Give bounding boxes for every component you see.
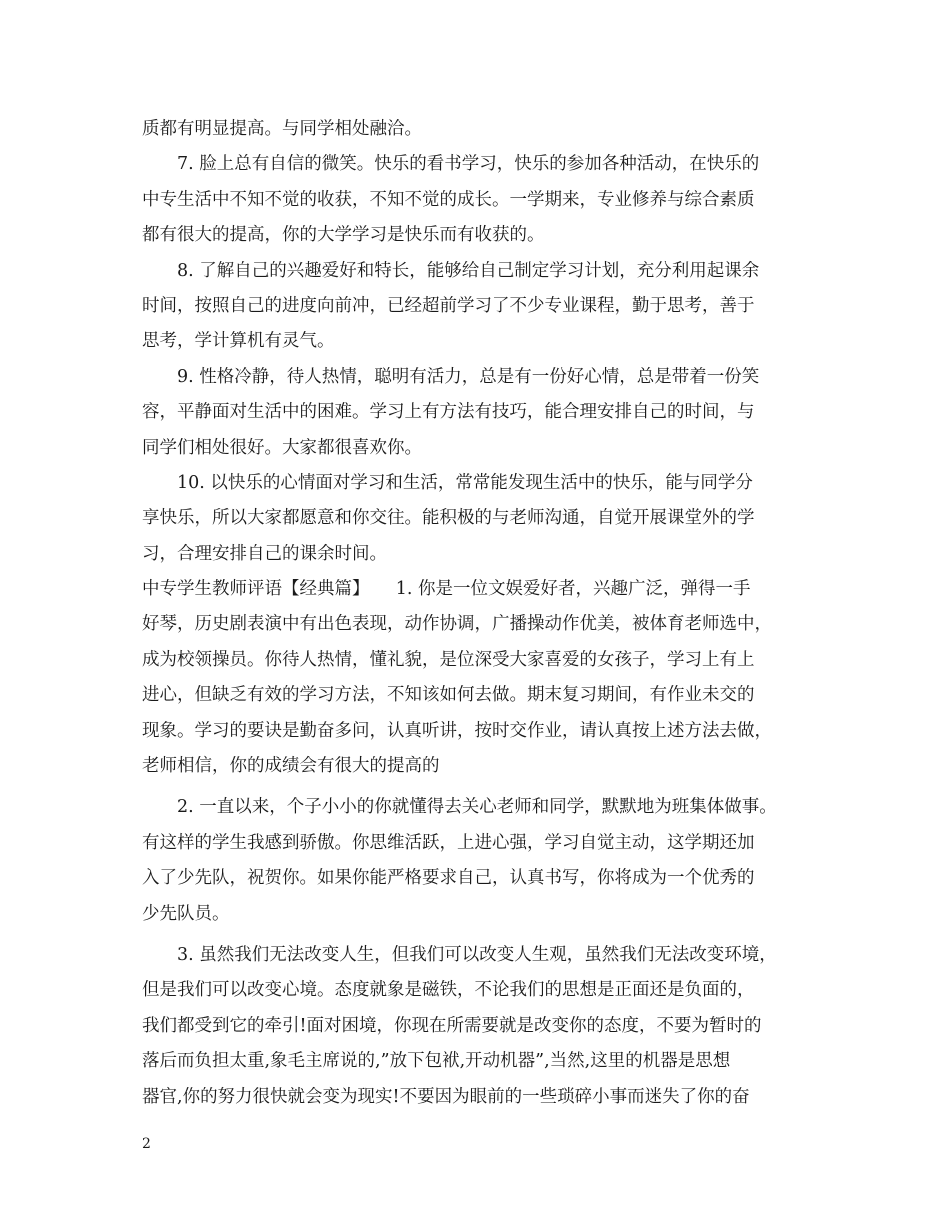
text-line: 容，平静面对生活中的困难。学习上有方法有技巧，能合理安排自己的时间，与 bbox=[142, 402, 755, 423]
text-line: 老师相信，你的成绩会有很大的提高的 bbox=[142, 756, 440, 777]
text-line: 现象。学习的要诀是勤奋多问，认真听讲，按时交作业，请认真按上述方法去做， bbox=[142, 720, 772, 741]
section-heading-line: 中专学生教师评语【经典篇】 1. 你是一位文娱爱好者，兴趣广泛，弹得一手 bbox=[142, 579, 751, 600]
text-line: 3. 虽然我们无法改变人生，但我们可以改变人生观，虽然我们无法改变环境， bbox=[142, 944, 777, 965]
text-line: 2. 一直以来，个子小小的你就懂得去关心老师和同学，默默地为班集体做事。 bbox=[142, 797, 777, 818]
text-line: 思考，学计算机有灵气。 bbox=[142, 331, 335, 352]
body-text bbox=[142, 112, 822, 1115]
text-line: 好琴，历史剧表演中有出色表现，动作协调，广播操动作优美，被体育老师选中， bbox=[142, 614, 772, 635]
text-line: 中专生活中不知不觉的收获，不知不觉的成长。一学期来，专业修养与综合素质 bbox=[142, 189, 755, 210]
text-line: 器官,你的努力很快就会变为现实!不要因为眼前的一些琐碎小事而迷失了你的奋 bbox=[142, 1086, 750, 1107]
text-line: 但是我们可以改变心境。态度就象是磁铁，不论我们的思想是正面还是负面的， bbox=[142, 980, 755, 1001]
text-line: 成为校领操员。你待人热情，懂礼貌，是位深受大家喜爱的女孩子，学习上有上 bbox=[142, 649, 755, 670]
text-line: 进心，但缺乏有效的学习方法，不知该如何去做。期末复习期间，有作业未交的 bbox=[142, 685, 755, 706]
text-line: 少先队员。 bbox=[142, 903, 230, 924]
text-line: 7. 脸上总有自信的微笑。快乐的看书学习，快乐的参加各种活动，在快乐的 bbox=[142, 154, 760, 175]
text-line: 习，合理安排自己的课余时间。 bbox=[142, 543, 387, 564]
text-line: 入了少先队，祝贺你。如果你能严格要求自己，认真书写，你将成为一个优秀的 bbox=[142, 868, 755, 889]
text-line: 8. 了解自己的兴趣爱好和特长，能够给自己制定学习计划，充分利用起课余 bbox=[142, 260, 760, 281]
text-line: 时间，按照自己的进度向前冲，已经超前学习了不少专业课程，勤于思考，善于 bbox=[142, 295, 755, 316]
text-line: 有这样的学生我感到骄傲。你思维活跃，上进心强，学习自觉主动，这学期还加 bbox=[142, 832, 755, 853]
text-line: 质都有明显提高。与同学相处融洽。 bbox=[142, 119, 422, 139]
text-line: 都有很大的提高，你的大学学习是快乐而有收获的。 bbox=[142, 225, 545, 246]
text-line: 9. 性格冷静，待人热情，聪明有活力，总是有一份好心情，总是带着一份笑 bbox=[142, 366, 760, 387]
page-number: 2 bbox=[142, 1136, 151, 1152]
text-line: 我们都受到它的牵引!面对困境，你现在所需要就是改变你的态度，不要为暂时的 bbox=[142, 1015, 762, 1036]
text-line: 同学们相处很好。大家都很喜欢你。 bbox=[142, 437, 422, 458]
text-line: 10. 以快乐的心情面对学习和生活，常常能发现生活中的快乐，能与同学分 bbox=[142, 472, 753, 493]
text-line: 享快乐，所以大家都愿意和你交往。能积极的与老师沟通，自觉开展课堂外的学 bbox=[142, 508, 755, 529]
text-line: 落后而负担太重,象毛主席说的,”放下包袱,开动机器”,当然,这里的机器是思想 bbox=[142, 1051, 731, 1072]
